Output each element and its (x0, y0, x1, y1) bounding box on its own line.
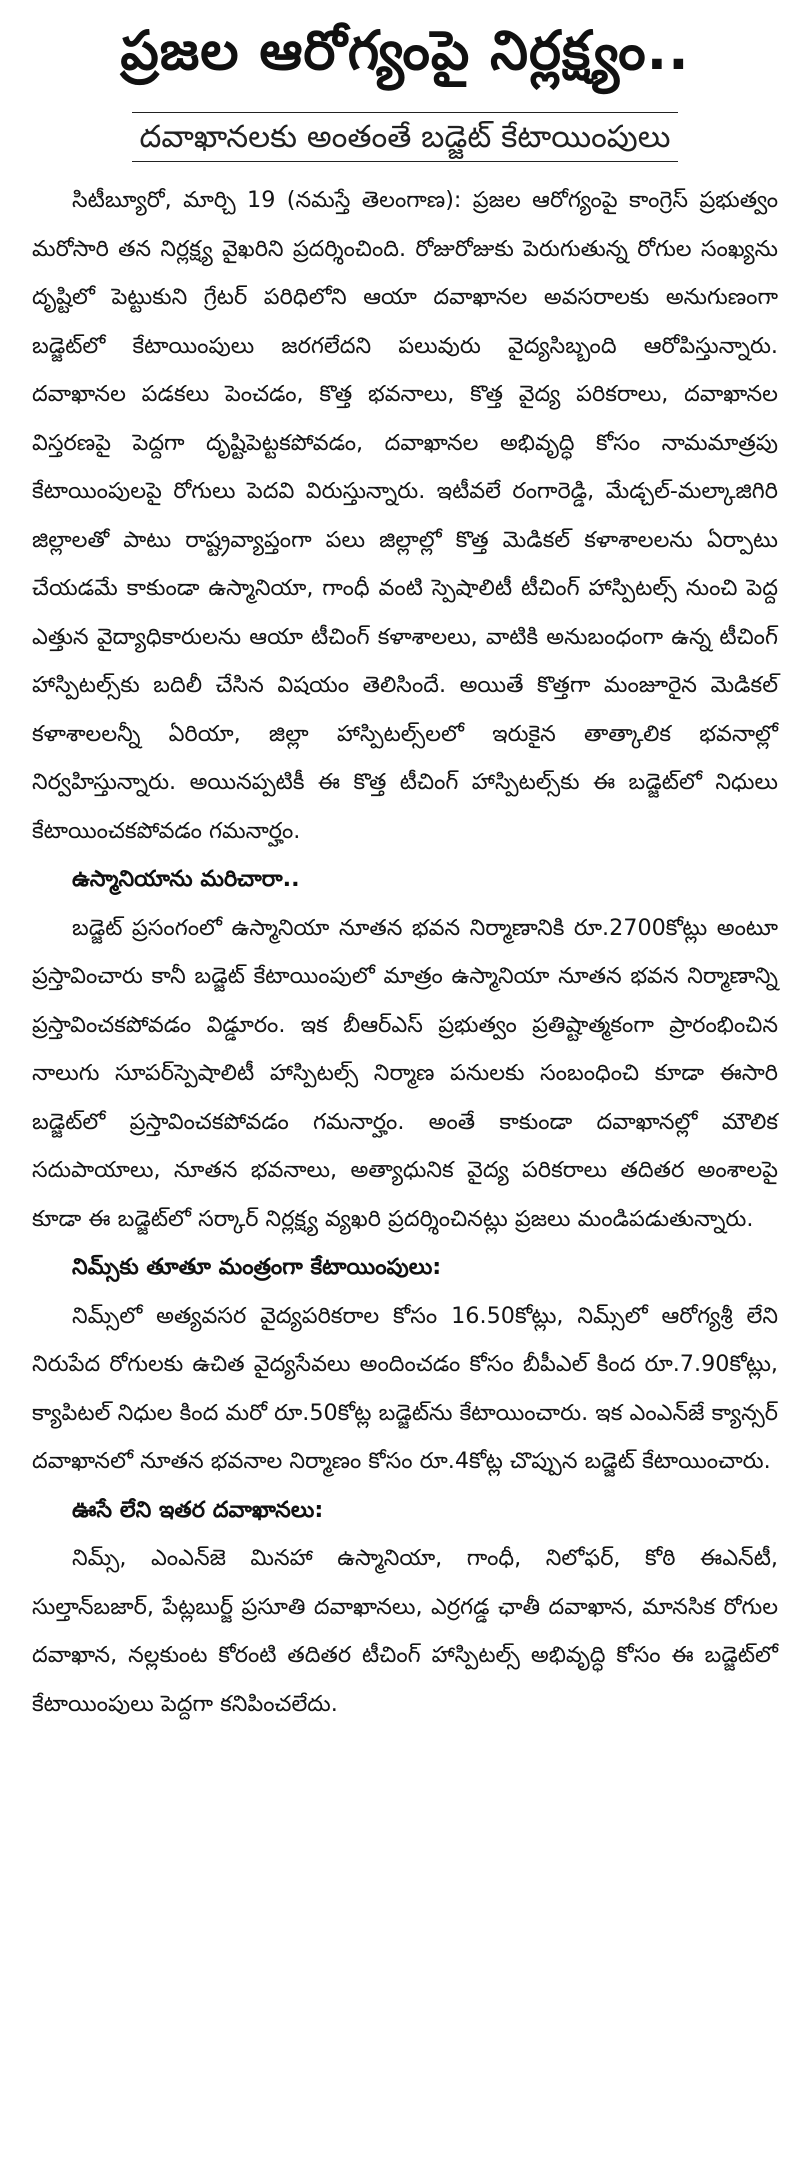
article-body (32, 176, 778, 1728)
paragraph-nims: నిమ్స్‌లో అత్యవసర వైద్యపరికరాల కోసం 16.50కోట్లు, నిమ్స్‌లో ఆరోగ్యశ్రీ లేని నిరుపేద రోగులకు ఉచిత వైద్యసేవలు అందించడం కోసం బీపీఎల్ కింద రూ.7.90కోట్లు, క్యాపిటల్ నిధుల కింద మరో రూ.50కోట్ల బడ్జెట్‌ను కేటాయించారు. ఇక ఎంఎన్‌జే క్యాన్సర్ దవాఖానలో నూతన భవనాల నిర్మాణం కోసం రూ.4కోట్ల చొప్పున బడ్జెట్ కేటాయించారు. (32, 1302, 778, 1474)
section-heading-nims: నిమ్స్‌కు తూతూ మంత్రంగా కేటాయింపులు: (72, 1254, 442, 1280)
subheadline-wrapper (32, 112, 778, 162)
section-heading-other-hospitals: ఊసే లేని ఇతర దవాఖానలు: (72, 1496, 324, 1523)
subheadline: దవాఖానలకు అంతంతే బడ్జెట్ కేటాయింపులు (132, 112, 679, 162)
paragraph-intro: సిటీబ్యూరో, మార్చి 19 (నమస్తే తెలంగాణ): ప్రజల ఆరోగ్యంపై కాంగ్రెస్ ప్రభుత్వం మరోసారి తన నిర్లక్ష్య వైఖరిని ప్రదర్శించింది. రోజురోజుకు పెరుగుతున్న రోగుల సంఖ్యను దృష్టిలో పెట్టుకుని గ్రేటర్ పరిధిలోని ఆయా దవాఖానల అవసరాలకు అనుగుణంగా బడ్జెట్‌లో కేటాయింపులు జరగలేదని పలువురు వైద్యసిబ్బంది ఆరోపిస్తున్నారు. దవాఖానల పడకలు పెంచడం, కొత్త భవనాలు, కొత్త వైద్య పరికరాలు, దవాఖానల విస్తరణపై పెద్దగా దృష్టిపెట్టకపోవడం, దవాఖానల అభివృద్ధి కోసం నామమాత్రపు కేటాయింపులపై రోగులు పెదవి విరుస్తున్నారు. ఇటీవలే రంగారెడ్డి, మేడ్చల్-మల్కాజిగిరి జిల్లాలతో పాటు రాష్ట్రవ్యాప్తంగా పలు జిల్లాల్లో కొత్త మెడికల్ కళాశాలలను ఏర్పాటు చేయడమే కాకుండా ఉస్మానియా, గాంధీ వంటి స్పెషాలిటీ టీచింగ్ హాస్పిటల్స్ నుంచి పెద్ద ఎత్తున వైద్యాధికారులను ఆయా టీచింగ్ కళాశాలలు, వాటికి అనుబంధంగా ఉన్న టీచింగ్ హాస్పిటల్స్‌కు బదిలీ చేసిన విషయం తెలిసిందే. అయితే కొత్తగా మంజూరైన మెడికల్ కళాశాలలన్నీ ఏరియా, జిల్లా హాస్పిటల్స్‌లలో ఇరుకైన తాత్కాలిక భవనాల్లో నిర్వహిస్తున్నారు. అయినప్పటికీ ఈ కొత్త టీచింగ్ హాస్పిటల్స్‌కు ఈ బడ్జెట్‌లో నిధులు కేటాయించకపోవడం గమనార్హం. (32, 187, 778, 844)
headline: ప్రజల ఆరోగ్యంపై నిర్లక్ష్యం.. (120, 19, 690, 82)
paragraph-other-hospitals: నిమ్స్, ఎంఎన్‌జె మినహా ఉస్మానియా, గాంధీ, నిలోఫర్, కోఠి ఈఎన్‌టీ, సుల్తాన్‌బజార్, పేట్లబుర్జ్ ప్రసూతి దవాఖానలు, ఎర్రగడ్డ ఛాతీ దవాఖాన, మానసిక రోగుల దవాఖాన, నల్లకుంట కోరంటి తదితర టీచింగ్ హాస్పిటల్స్ అభివృద్ధి కోసం ఈ బడ్జెట్‌లో కేటాయింపులు పెద్దగా కనిపించలేదు. (32, 1545, 778, 1717)
section-heading-osmania: ఉస్మానియాను మరిచారా.. (72, 866, 300, 892)
paragraph-osmania: బడ్జెట్ ప్రసంగంలో ఉస్మానియా నూతన భవన నిర్మాణానికి రూ.2700కోట్లు అంటూ ప్రస్తావించారు కానీ బడ్జెట్ కేటాయింపులో మాత్రం ఉస్మానియా నూతన భవన నిర్మాణాన్ని ప్రస్తావించకపోవడం విడ్డూరం. ఇక బీఆర్‌ఎస్ ప్రభుత్వం ప్రతిష్టాత్మకంగా ప్రారంభించిన నాలుగు సూపర్‌స్పెషాలిటీ హాస్పిటల్స్ నిర్మాణ పనులకు సంబంధించి కూడా ఈసారి బడ్జెట్‌లో ప్రస్తావించకపోవడం గమనార్హం. అంతే కాకుండా దవాఖానల్లో మౌలిక సదుపాయాలు, నూతన భవనాలు, అత్యాధునిక వైద్య పరికరాలు తదితర అంశాలపై కూడా ఈ బడ్జెట్‌లో సర్కార్ నిర్లక్ష్య వ్యఖరి ప్రదర్శించినట్లు ప్రజలు మండిపడుతున్నారు. (32, 914, 778, 1232)
